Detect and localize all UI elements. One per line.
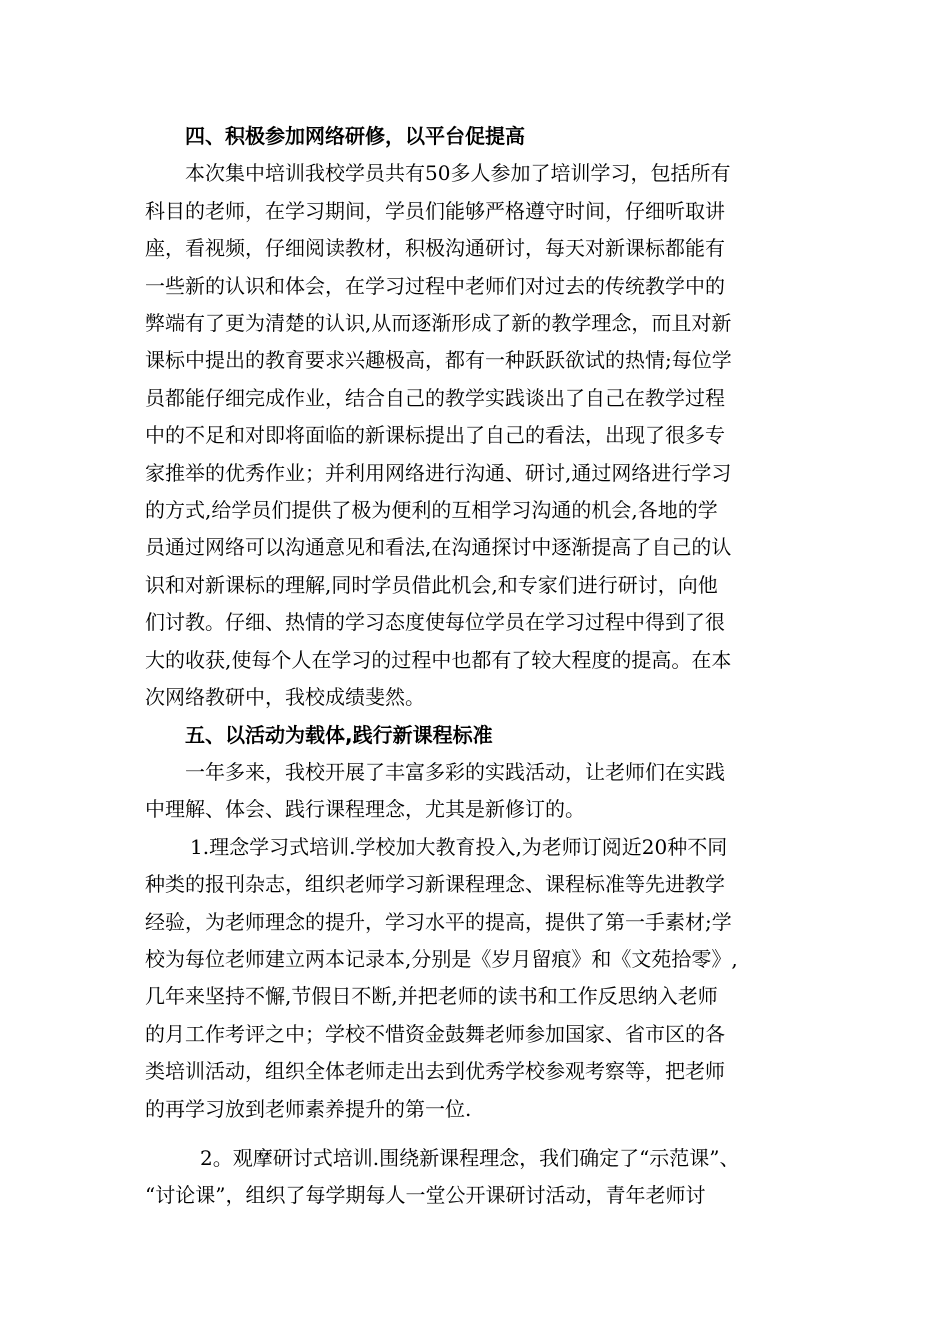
paragraph-line: 次网络教研中，我校成绩斐然。 — [145, 685, 425, 710]
paragraph-line: 们讨教。仔细、热情的学习态度使每位学员在学习过程中得到了很 — [145, 610, 725, 635]
paragraph-line: 识和对新课标的理解,同时学员借此机会,和专家们进行研讨，向他 — [145, 572, 718, 597]
paragraph-line: 大的收获,使每个人在学习的过程中也都有了较大程度的提高。在本 — [145, 647, 732, 672]
paragraph-line: 中的不足和对即将面临的新课标提出了自己的看法，出现了很多专 — [145, 423, 725, 448]
paragraph-line: 的再学习放到老师素养提升的第一位. — [145, 1096, 472, 1121]
paragraph-line: 科目的老师，在学习期间，学员们能够严格遵守时间，仔细听取讲 — [145, 198, 725, 223]
paragraph-line: 家推举的优秀作业；并利用网络进行沟通、研讨,通过网络进行学习 — [145, 460, 732, 485]
paragraph-line: 员通过网络可以沟通意见和看法,在沟通探讨中逐渐提高了自己的认 — [145, 535, 732, 560]
document-body — [145, 118, 805, 1215]
section-5-item-2-paragraph — [145, 1140, 805, 1215]
section-5-heading: 五、以活动为载体,践行新课程标准 — [185, 722, 493, 747]
paragraph-line: 类培训活动，组织全体老师走出去到优秀学校参观考察等，把老师 — [145, 1059, 725, 1084]
paragraph-line: 几年来坚持不懈,节假日不断,并把老师的读书和工作反思纳入老师 — [145, 984, 718, 1009]
paragraph-line: 的方式,给学员们提供了极为便利的互相学习沟通的机会,各地的学 — [145, 498, 718, 523]
paragraph-line: 弊端有了更为清楚的认识,从而逐渐形成了新的教学理念，而且对新 — [145, 311, 732, 336]
paragraph-line: “讨论课”，组织了每学期每人一堂公开课研讨活动，青年老师讨 — [145, 1183, 706, 1208]
paragraph-line: 座，看视频，仔细阅读教材，积极沟通研讨，每天对新课标都能有 — [145, 236, 725, 261]
paragraph-line: 一年多来，我校开展了丰富多彩的实践活动，让老师们在实践 — [185, 759, 725, 784]
paragraph-line: 员都能仔细完成作业，结合自己的教学实践谈出了自己在教学过程 — [145, 385, 725, 410]
paragraph-line: 本次集中培训我校学员共有50多人参加了培训学习，包括所有 — [185, 161, 731, 186]
section-4-paragraph — [145, 155, 805, 716]
paragraph-line: 一些新的认识和体会，在学习过程中老师们对过去的传统教学中的 — [145, 273, 725, 298]
section-5-item-1-paragraph — [145, 829, 805, 1128]
paragraph-line: 1.理念学习式培训.学校加大教育投入,为老师订阅近20种不同 — [190, 834, 728, 859]
section-4-heading: 四、积极参加网络研修，以平台促提高 — [185, 124, 525, 148]
paragraph-line: 经验，为老师理念的提升，学习水平的提高，提供了第一手素材;学 — [145, 909, 732, 934]
paragraph-line: 种类的报刊杂志，组织老师学习新课程理念、课程标准等先进教学 — [145, 872, 725, 897]
paragraph-line: 校为每位老师建立两本记录本,分别是《岁月留痕》和《文苑拾零》, — [145, 946, 738, 971]
paragraph-line: 2。观摩研讨式培训.围绕新课程理念，我们确定了“示范课”、 — [200, 1145, 740, 1170]
paragraph-line: 课标中提出的教育要求兴趣极高，都有一种跃跃欲试的热情;每位学 — [145, 348, 732, 373]
section-5-intro-paragraph — [145, 754, 805, 829]
paragraph-line: 的月工作考评之中；学校不惜资金鼓舞老师参加国家、省市区的各 — [145, 1021, 725, 1046]
paragraph-line: 中理解、体会、践行课程理念，尤其是新修订的。 — [145, 797, 585, 822]
